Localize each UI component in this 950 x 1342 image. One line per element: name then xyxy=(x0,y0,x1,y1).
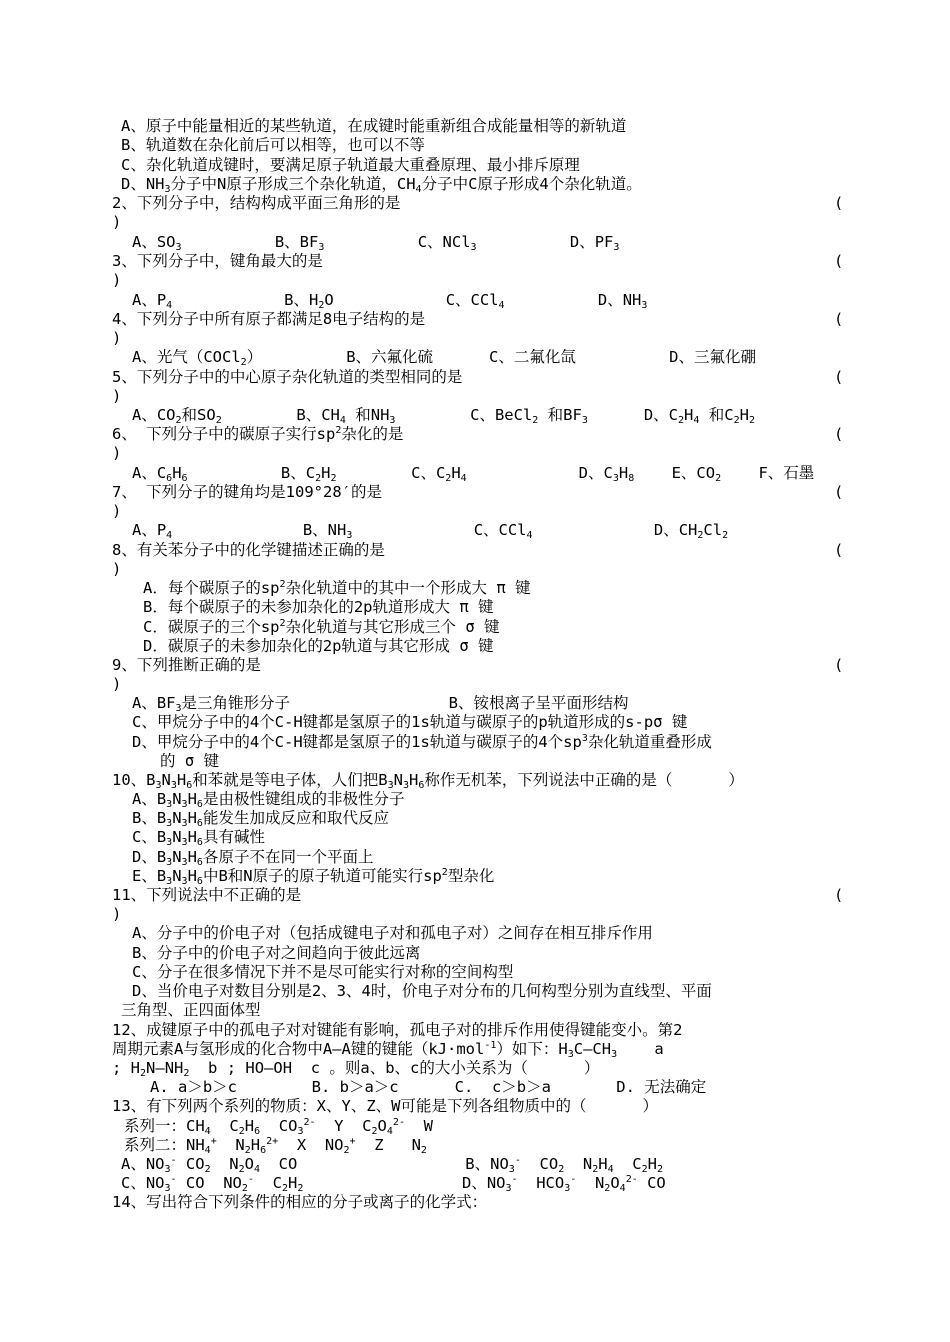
answer-paren: ( xyxy=(834,541,844,559)
text-line: 系列一：$CH_4$ $C_2H_6$ $CO_3^{2-}$ Y $C_2O_4^{2-}$ W xyxy=(124,1117,433,1137)
answer-paren: ( xyxy=(834,252,844,270)
text-line: ) xyxy=(112,905,122,923)
text-line: A．每个碳原子的$sp^2$杂化轨道中的其中一个形成大 π 键 xyxy=(143,579,531,597)
text-line: 9、下列推断正确的是 xyxy=(112,656,261,674)
text-line: 6、 下列分子中的碳原子实行$sp^2$杂化的是 xyxy=(112,425,404,443)
answer-paren: ( xyxy=(834,886,844,904)
answer-paren: ( xyxy=(834,425,844,443)
text-line: B、$B_3N_3H_6$能发生加成反应和取代反应 xyxy=(132,809,389,829)
text-line: A、$P_4$ B、$H_2O$ C、CCl$_4$ D、$NH_3$ xyxy=(132,291,648,311)
text-line: C、杂化轨道成键时，要满足原子轨道最大重叠原理、最小排斥原理 xyxy=(121,156,580,174)
answer-paren: ( xyxy=(834,483,844,501)
answer-paren: ( xyxy=(834,194,844,212)
text-line: ) xyxy=(112,502,122,520)
text-line: ) xyxy=(112,560,122,578)
answer-paren: ( xyxy=(834,656,844,674)
text-line: A、原子中能量相近的某些轨道，在成键时能重新组合成能量相等的新轨道 xyxy=(121,117,627,135)
text-line: D、$NH_3$分子中N原子形成三个杂化轨道，$CH_4$分子中C原子形成4个杂化轨道。 xyxy=(121,175,642,195)
text-line: A、$C_6H_6$ B、$C_2H_2$ C、$C_2H_4$ D、$C_3H_8$ E、$CO_2$ F、石墨 xyxy=(132,464,815,484)
text-line: D、甲烷分子中的4个C-H键都是氢原子的1s轨道与碳原子的4个$sp^3$杂化轨道重叠形成 xyxy=(132,733,712,751)
text-line: 11、下列说法中不正确的是 xyxy=(112,886,302,904)
text-line: ) xyxy=(112,213,122,231)
text-line: A、光气（COCl$_2$） B、六氟化硫 C、二氟化氙 D、三氟化硼 xyxy=(132,348,756,368)
text-line: 周期元素A与氢形成的化合物中A—A键的键能（kJ·mol$^{-1}$）如下：$H_3C—CH_3$ a xyxy=(112,1040,664,1060)
text-line: 10、$B_3N_3H_6$和苯就是等电子体，人们把$B_3N_3H_6$称作无机苯，下列说法中正确的是（ ） xyxy=(112,771,744,791)
text-line: A、$CO_2$和$SO_2$ B、$CH_4$ 和$NH_3$ C、BeCl$_2$ 和$BF_3$ D、$C_2H_4$ 和$C_2H_2$ xyxy=(132,406,755,426)
text-line: C、$NO_3^-$ CO $NO_2^-$ $C_2H_2$ D、$NO_3^-$ $HCO_3^-$ $N_2O_4^{2-}$ CO xyxy=(121,1174,666,1194)
text-line: B、分子中的价电子对之间趋向于彼此远离 xyxy=(132,944,421,962)
text-line: A、$B_3N_3H_6$是由极性键组成的非极性分子 xyxy=(132,790,405,810)
text-line: A、分子中的价电子对（包括成键电子对和孤电子对）之间存在相互排斥作用 xyxy=(132,924,653,942)
text-line: 系列二：$NH_4^+$ $N_2H_6^{2+}$ X $NO_2^+$ Z $N_2$ xyxy=(124,1136,427,1156)
text-line: 5、下列分子中的中心原子杂化轨道的类型相同的是 xyxy=(112,368,463,386)
text-line: ) xyxy=(112,675,122,693)
text-line: C、甲烷分子中的4个C-H键都是氢原子的1s轨道与碳原子的p轨道形成的s-pσ 键 xyxy=(132,713,688,731)
text-line: ; $H_2N—NH_2$ b ; HO—OH c 。则a、b、c的大小关系为（ ） xyxy=(112,1059,600,1079)
text-line: D．碳原子的未参加杂化的2p轨道与其它形成 σ 键 xyxy=(143,637,494,655)
text-line: 2、下列分子中，结构构成平面三角形的是 xyxy=(112,194,401,212)
text-line: D、当价电子对数目分别是2、3、4时，价电子对分布的几何构型分别为直线型、平面 xyxy=(132,982,712,1000)
text-line: B．每个碳原子的未参加杂化的2p轨道形成大 π 键 xyxy=(143,598,494,616)
text-line: C．碳原子的三个$sp^2$杂化轨道与其它形成三个 σ 键 xyxy=(143,618,500,636)
text-line: 3、下列分子中，键角最大的是 xyxy=(112,252,323,270)
text-line: E、$B_3N_3H_6$中B和N原子的原子轨道可能实行$sp^2$型杂化 xyxy=(132,867,495,887)
text-line: ) xyxy=(112,387,122,405)
text-line: A. a＞b＞c B. b＞a＞c C. c＞b＞a D. 无法确定 xyxy=(150,1078,707,1096)
text-line: 12、成键原子中的孤电子对对键能有影响，孤电子对的排斥作用使得键能变小。第2 xyxy=(112,1021,683,1039)
text-line: ) xyxy=(112,271,122,289)
text-line: B、轨道数在杂化前后可以相等，也可以不等 xyxy=(121,136,425,154)
answer-paren: ( xyxy=(834,368,844,386)
text-line: 7、 下列分子的键角均是109°28′的是 xyxy=(112,483,382,501)
answer-paren: ( xyxy=(834,310,844,328)
text-line: D、$B_3N_3H_6$各原子不在同一个平面上 xyxy=(132,848,374,868)
text-line: 的 σ 键 xyxy=(160,752,219,770)
text-line: C、$B_3N_3H_6$具有碱性 xyxy=(132,828,265,848)
text-line: A、$BF_3$是三角锥形分子 B、铵根离子呈平面形结构 xyxy=(132,694,629,714)
text-line: 13、有下列两个系列的物质：X、Y、Z、W可能是下列各组物质中的（ ） xyxy=(112,1097,658,1115)
text-line: A、$SO_3$ B、$BF_3$ C、NCl$_3$ D、$PF_3$ xyxy=(132,233,620,253)
text-line: A、$NO_3^-$ $CO_2$ $N_2O_4$ CO B、$NO_3^-$ $CO_2$ $N_2H_4$ $C_2H_2$ xyxy=(121,1155,664,1175)
text-line: C、分子在很多情况下并不是尽可能实行对称的空间构型 xyxy=(132,963,514,981)
text-line: ) xyxy=(112,444,122,462)
text-line: 8、有关苯分子中的化学键描述正确的是 xyxy=(112,541,385,559)
text-line: 14、写出符合下列条件的相应的分子或离子的化学式： xyxy=(112,1193,488,1211)
text-line: ) xyxy=(112,329,122,347)
text-line: 4、下列分子中所有原子都满足8电子结构的是 xyxy=(112,310,426,328)
text-line: 三角型、正四面体型 xyxy=(121,1001,261,1019)
text-line: A、$P_4$ B、$NH_3$ C、CCl$_4$ D、$CH_2Cl_2$ xyxy=(132,521,729,541)
